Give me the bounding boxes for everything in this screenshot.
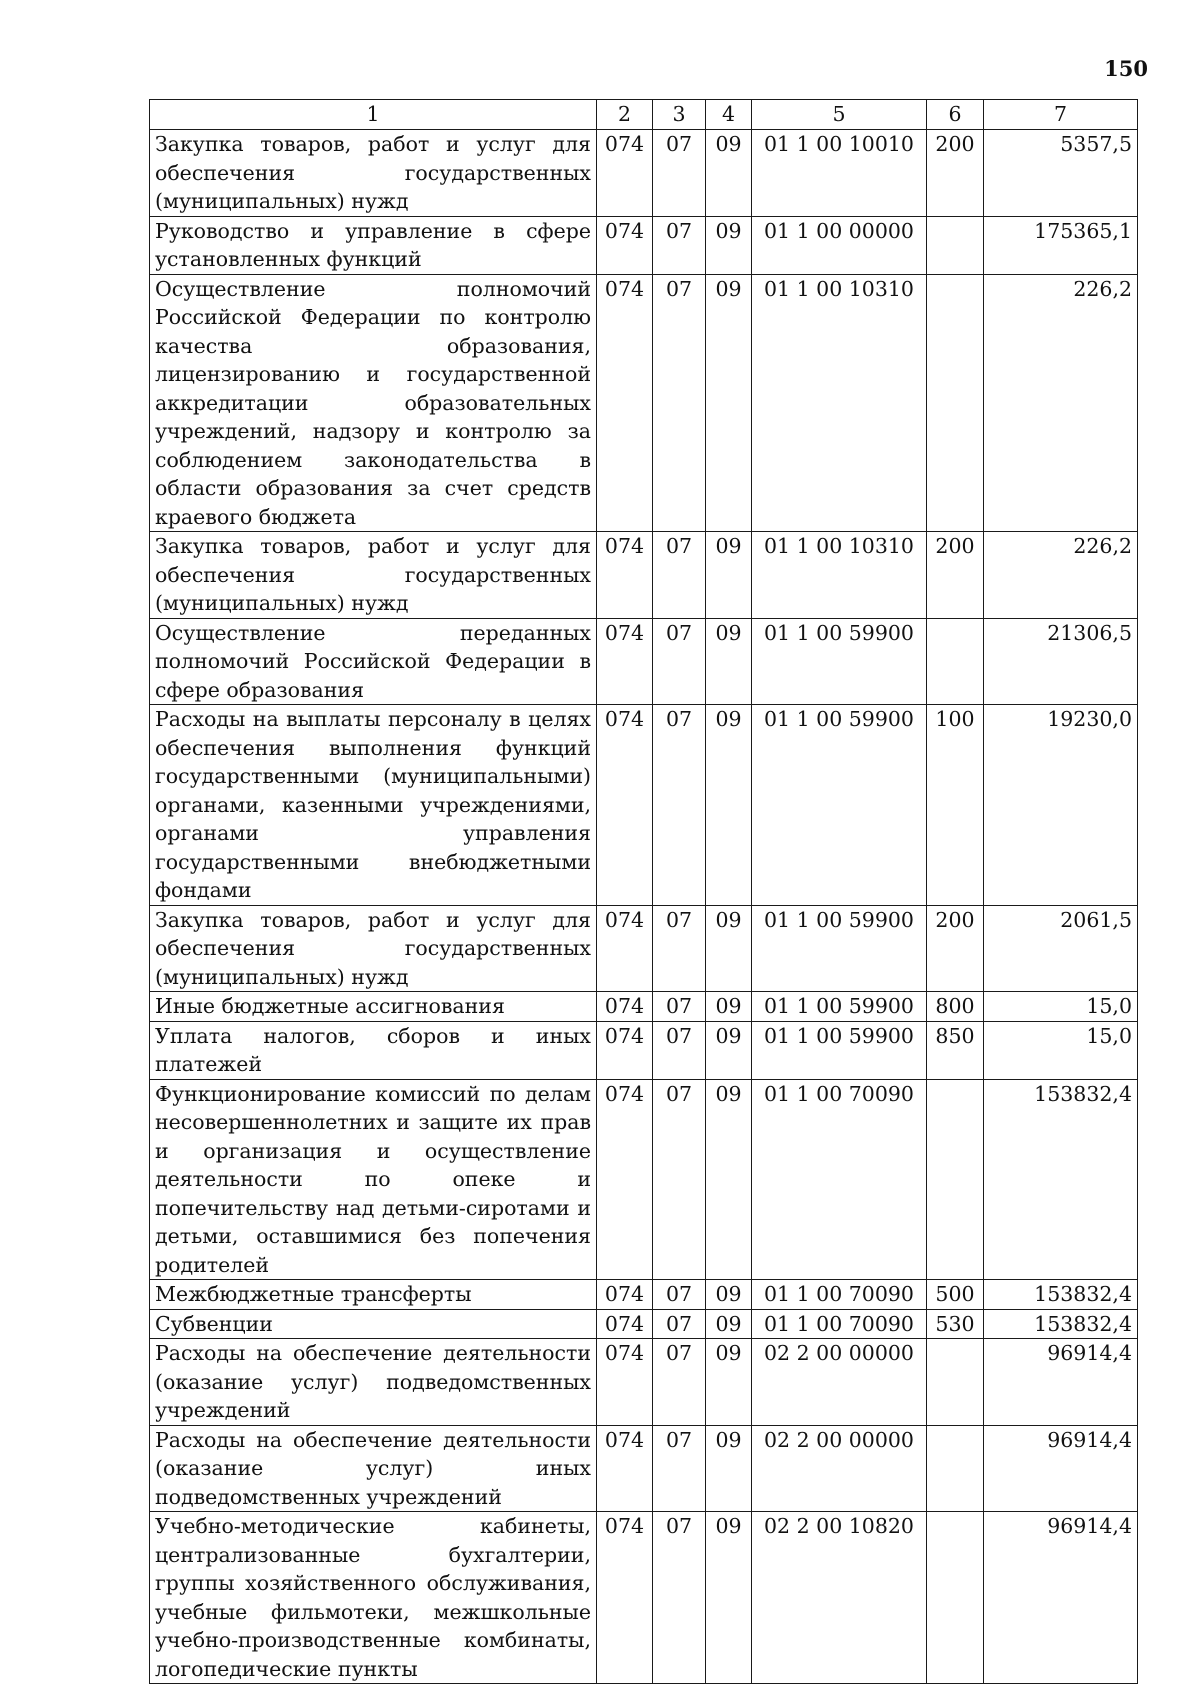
row-section-cell: 07 xyxy=(653,216,706,274)
row-subsection-cell: 09 xyxy=(706,274,752,532)
row-section-cell: 07 xyxy=(653,1425,706,1512)
row-admin-code-cell: 074 xyxy=(597,992,653,1022)
row-name-cell: Межбюджетные трансферты xyxy=(150,1280,597,1310)
row-name-cell: Осуществление переданных полномочий Российской Федерации в сфере образования xyxy=(150,618,597,705)
row-admin-code-cell: 074 xyxy=(597,705,653,906)
row-expense-type-cell: 200 xyxy=(927,130,984,217)
row-name-cell: Закупка товаров, работ и услуг для обеспечения государственных (муниципальных) нужд xyxy=(150,532,597,619)
row-section-cell: 07 xyxy=(653,992,706,1022)
table-row xyxy=(150,1079,1138,1280)
row-section-cell: 07 xyxy=(653,1309,706,1339)
row-target-article-cell: 01 1 00 10310 xyxy=(752,274,927,532)
row-section-cell: 07 xyxy=(653,274,706,532)
header-col-6: 6 xyxy=(927,100,984,130)
row-expense-type-cell: 850 xyxy=(927,1021,984,1079)
row-section-cell: 07 xyxy=(653,618,706,705)
table-row xyxy=(150,274,1138,532)
table-row xyxy=(150,1021,1138,1079)
row-admin-code-cell: 074 xyxy=(597,1309,653,1339)
row-target-article-cell: 02 2 00 10820 xyxy=(752,1512,927,1684)
row-expense-type-cell xyxy=(927,1425,984,1512)
header-col-4: 4 xyxy=(706,100,752,130)
row-expense-type-cell xyxy=(927,618,984,705)
row-expense-type-cell: 800 xyxy=(927,992,984,1022)
table-row xyxy=(150,992,1138,1022)
page-number: 150 xyxy=(1104,56,1148,81)
header-row xyxy=(150,100,1138,130)
table-header xyxy=(150,100,1138,130)
row-subsection-cell: 09 xyxy=(706,1021,752,1079)
row-name-cell: Расходы на обеспечение деятельности (оказание услуг) подведомственных учреждений xyxy=(150,1339,597,1426)
table-row xyxy=(150,1425,1138,1512)
row-amount-cell: 226,2 xyxy=(984,532,1138,619)
row-subsection-cell: 09 xyxy=(706,1512,752,1684)
row-target-article-cell: 01 1 00 70090 xyxy=(752,1079,927,1280)
row-expense-type-cell: 530 xyxy=(927,1309,984,1339)
row-section-cell: 07 xyxy=(653,1079,706,1280)
row-amount-cell: 15,0 xyxy=(984,992,1138,1022)
row-name-cell: Уплата налогов, сборов и иных платежей xyxy=(150,1021,597,1079)
table-row xyxy=(150,1512,1138,1684)
row-name-cell: Субвенции xyxy=(150,1309,597,1339)
row-admin-code-cell: 074 xyxy=(597,1021,653,1079)
row-target-article-cell: 01 1 00 59900 xyxy=(752,905,927,992)
row-target-article-cell: 01 1 00 70090 xyxy=(752,1309,927,1339)
row-subsection-cell: 09 xyxy=(706,532,752,619)
header-col-2: 2 xyxy=(597,100,653,130)
table-row xyxy=(150,1280,1138,1310)
row-name-cell: Закупка товаров, работ и услуг для обеспечения государственных (муниципальных) нужд xyxy=(150,130,597,217)
row-name-cell: Функционирование комиссий по делам несовершеннолетних и защите их прав и организация и осуществление деятельности по опеке и попечительству над детьми-сиротами и детьми, оставшимися без попечения родителей xyxy=(150,1079,597,1280)
row-section-cell: 07 xyxy=(653,905,706,992)
row-target-article-cell: 01 1 00 59900 xyxy=(752,705,927,906)
row-admin-code-cell: 074 xyxy=(597,1280,653,1310)
row-target-article-cell: 01 1 00 59900 xyxy=(752,992,927,1022)
row-subsection-cell: 09 xyxy=(706,216,752,274)
row-expense-type-cell: 500 xyxy=(927,1280,984,1310)
header-col-3: 3 xyxy=(653,100,706,130)
row-amount-cell: 15,0 xyxy=(984,1021,1138,1079)
row-admin-code-cell: 074 xyxy=(597,274,653,532)
row-amount-cell: 21306,5 xyxy=(984,618,1138,705)
row-target-article-cell: 01 1 00 59900 xyxy=(752,618,927,705)
row-expense-type-cell xyxy=(927,1339,984,1426)
row-admin-code-cell: 074 xyxy=(597,1425,653,1512)
row-subsection-cell: 09 xyxy=(706,1339,752,1426)
row-amount-cell: 153832,4 xyxy=(984,1309,1138,1339)
row-amount-cell: 96914,4 xyxy=(984,1425,1138,1512)
table-row xyxy=(150,1339,1138,1426)
table-row xyxy=(150,905,1138,992)
row-section-cell: 07 xyxy=(653,705,706,906)
row-name-cell: Расходы на выплаты персоналу в целях обеспечения выполнения функций государственными (муниципальными) органами, казенными учреждениями, органами управления государственными внебюджетными фондами xyxy=(150,705,597,906)
row-admin-code-cell: 074 xyxy=(597,532,653,619)
row-subsection-cell: 09 xyxy=(706,1280,752,1310)
table-row xyxy=(150,130,1138,217)
row-amount-cell: 96914,4 xyxy=(984,1339,1138,1426)
header-col-1: 1 xyxy=(150,100,597,130)
header-col-5: 5 xyxy=(752,100,927,130)
row-target-article-cell: 01 1 00 70090 xyxy=(752,1280,927,1310)
row-amount-cell: 96914,4 xyxy=(984,1512,1138,1684)
row-section-cell: 07 xyxy=(653,1339,706,1426)
row-expense-type-cell xyxy=(927,274,984,532)
row-amount-cell: 226,2 xyxy=(984,274,1138,532)
table-row xyxy=(150,216,1138,274)
row-amount-cell: 19230,0 xyxy=(984,705,1138,906)
row-expense-type-cell: 200 xyxy=(927,905,984,992)
row-target-article-cell: 02 2 00 00000 xyxy=(752,1425,927,1512)
row-amount-cell: 153832,4 xyxy=(984,1280,1138,1310)
row-admin-code-cell: 074 xyxy=(597,905,653,992)
row-expense-type-cell xyxy=(927,1512,984,1684)
row-expense-type-cell: 100 xyxy=(927,705,984,906)
table-row xyxy=(150,532,1138,619)
table-row xyxy=(150,1309,1138,1339)
row-name-cell: Учебно-методические кабинеты, централизованные бухгалтерии, группы хозяйственного обслуживания, учебные фильмотеки, межшкольные учебно-производственные комбинаты, логопедические пункты xyxy=(150,1512,597,1684)
row-target-article-cell: 01 1 00 00000 xyxy=(752,216,927,274)
row-name-cell: Расходы на обеспечение деятельности (оказание услуг) иных подведомственных учреждений xyxy=(150,1425,597,1512)
row-section-cell: 07 xyxy=(653,1512,706,1684)
row-section-cell: 07 xyxy=(653,532,706,619)
row-expense-type-cell xyxy=(927,216,984,274)
row-amount-cell: 175365,1 xyxy=(984,216,1138,274)
row-target-article-cell: 01 1 00 59900 xyxy=(752,1021,927,1079)
row-section-cell: 07 xyxy=(653,1021,706,1079)
row-subsection-cell: 09 xyxy=(706,1309,752,1339)
table-body xyxy=(150,130,1138,1684)
row-admin-code-cell: 074 xyxy=(597,130,653,217)
row-admin-code-cell: 074 xyxy=(597,1079,653,1280)
row-section-cell: 07 xyxy=(653,130,706,217)
row-subsection-cell: 09 xyxy=(706,705,752,906)
row-expense-type-cell: 200 xyxy=(927,532,984,619)
table-row xyxy=(150,618,1138,705)
row-target-article-cell: 02 2 00 00000 xyxy=(752,1339,927,1426)
row-amount-cell: 2061,5 xyxy=(984,905,1138,992)
row-admin-code-cell: 074 xyxy=(597,1339,653,1426)
row-name-cell: Руководство и управление в сфере установленных функций xyxy=(150,216,597,274)
row-admin-code-cell: 074 xyxy=(597,1512,653,1684)
table-row xyxy=(150,705,1138,906)
row-name-cell: Закупка товаров, работ и услуг для обеспечения государственных (муниципальных) нужд xyxy=(150,905,597,992)
row-amount-cell: 5357,5 xyxy=(984,130,1138,217)
row-subsection-cell: 09 xyxy=(706,618,752,705)
row-target-article-cell: 01 1 00 10310 xyxy=(752,532,927,619)
row-expense-type-cell xyxy=(927,1079,984,1280)
header-col-7: 7 xyxy=(984,100,1138,130)
row-subsection-cell: 09 xyxy=(706,905,752,992)
row-admin-code-cell: 074 xyxy=(597,216,653,274)
row-name-cell: Иные бюджетные ассигнования xyxy=(150,992,597,1022)
row-subsection-cell: 09 xyxy=(706,1425,752,1512)
row-name-cell: Осуществление полномочий Российской Федерации по контролю качества образования, лицензированию и государственной аккредитации образовательных учреждений, надзору и контролю за соблюдением законодательства в области образования за счет средств краевого бюджета xyxy=(150,274,597,532)
row-target-article-cell: 01 1 00 10010 xyxy=(752,130,927,217)
row-amount-cell: 153832,4 xyxy=(984,1079,1138,1280)
budget-table xyxy=(149,99,1138,1684)
row-subsection-cell: 09 xyxy=(706,1079,752,1280)
row-admin-code-cell: 074 xyxy=(597,618,653,705)
row-subsection-cell: 09 xyxy=(706,130,752,217)
row-subsection-cell: 09 xyxy=(706,992,752,1022)
row-section-cell: 07 xyxy=(653,1280,706,1310)
